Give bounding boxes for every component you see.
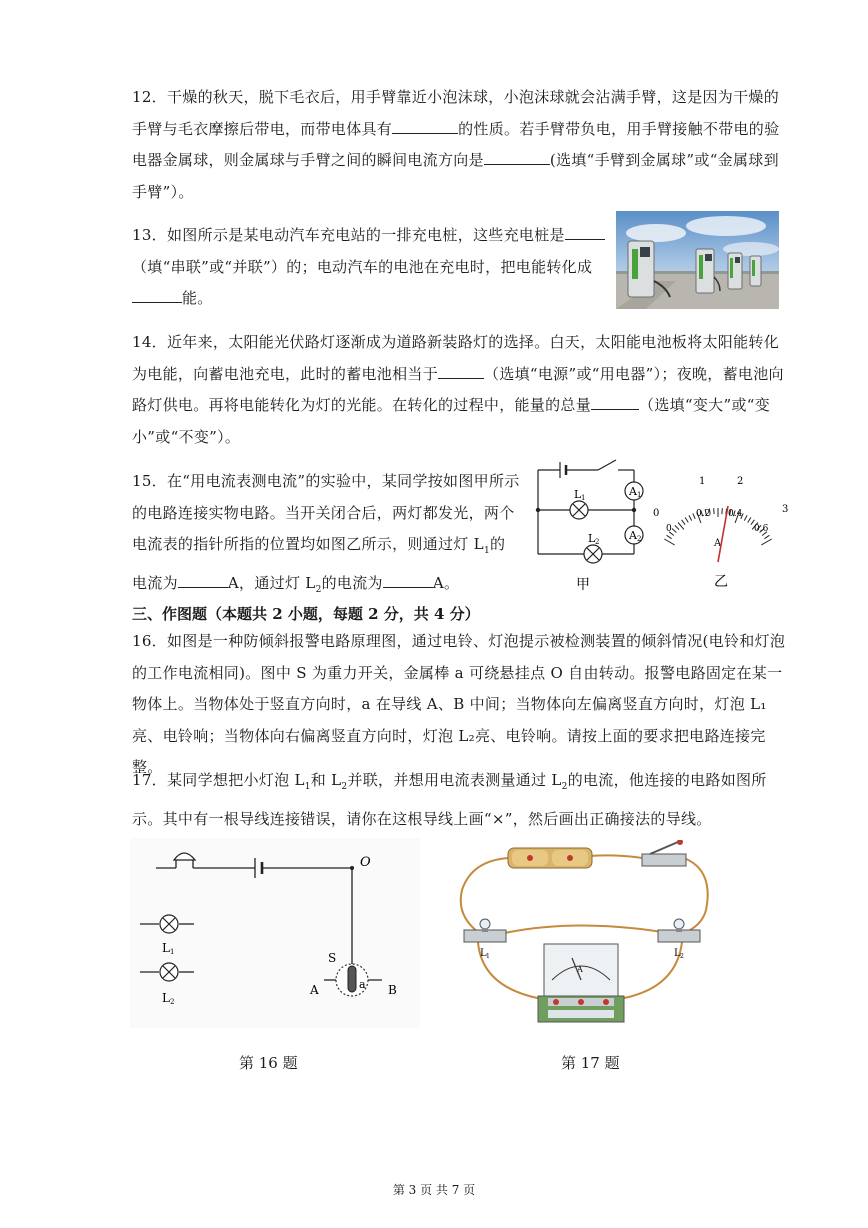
ammeter xyxy=(538,944,624,1022)
question-number: 12． xyxy=(132,88,167,106)
answer-blank[interactable] xyxy=(565,221,605,240)
circuit-diagram-jia xyxy=(530,456,650,594)
answer-blank[interactable] xyxy=(591,391,639,410)
figure-caption-jia: 甲 xyxy=(576,577,590,593)
dial-tick xyxy=(675,525,679,529)
svg-text:L: L xyxy=(674,948,681,959)
switch-label: S xyxy=(328,951,337,965)
charger-3 xyxy=(728,253,742,289)
question-14: 14．近年来，太阳能光伏路灯逐渐成为道路新装路灯的选择。白天，太阳能电池板将太阳能转化为电能，向蓄电池充电，此时的蓄电池相当于 （选填“电源”或“用电器”）；夜晚，蓄电池向路灯供电。再将电能转化为灯的光能。在转化的过程中，能量的总量 （选填“变大”或“变小”或“不变”）。 xyxy=(132,333,784,446)
svg-text:1: 1 xyxy=(486,953,490,960)
question-17: 17．某同学想把小灯泡 $L_1$和 $L_2$并联，并想用电流表测量通过 $L_2$的电流，他连接的电路如图所示。其中有一根导线连接错误，请你在这根导线上画“×”，然后画出正确接法的导线。 xyxy=(132,771,767,828)
answer-blank[interactable] xyxy=(178,569,228,588)
question-16: 16．如图是一种防倾斜报警电路原理图，通过电铃、灯泡提示被检测装置的倾斜情况(电铃和灯泡的工作电流相同)。图中 S 为重力开关，金属棒 a 可绕悬挂点 O 自由转动。报警电路固定在某一物体上。当物体处于竖直方向时，a 在导线 A、B 中间；当物体向左偏离竖直方向时，灯泡 L₁亮、电铃响；当物体向右偏离竖直方向时，灯泡 L₂亮、电铃响。请按上面的要求把电路连接完整。 xyxy=(132,632,786,776)
lamp-l1 xyxy=(570,488,588,519)
figure-17-caption: 第 17 题 xyxy=(561,1054,620,1072)
answer-blank[interactable] xyxy=(392,115,458,134)
page-footer: 第 3 页 共 7 页 xyxy=(392,1183,476,1197)
ammeter-a1 xyxy=(625,482,643,500)
dial-tick xyxy=(761,539,771,545)
svg-text:2: 2 xyxy=(595,538,600,546)
svg-text:1: 1 xyxy=(170,948,175,956)
charger-1 xyxy=(628,241,654,297)
answer-blank[interactable] xyxy=(484,146,550,165)
dial-tick xyxy=(667,535,672,538)
question-number: 14． xyxy=(132,333,167,351)
figure-17-physical-circuit xyxy=(452,840,722,1032)
section-title: 三、作图题（本题共 2 小题，每题 2 分，共 4 分） xyxy=(132,605,480,623)
dial-unit: A xyxy=(714,538,722,549)
inner-scale-0.6: 0.6 xyxy=(754,524,769,534)
svg-text:L: L xyxy=(162,991,170,1005)
battery-holder xyxy=(508,848,592,868)
svg-text:A: A xyxy=(629,485,637,498)
inner-scale-0: 0 xyxy=(666,524,672,534)
question-number: 16． xyxy=(132,632,167,650)
figure-16-caption: 第 16 题 xyxy=(239,1054,298,1072)
svg-text:L: L xyxy=(162,941,170,955)
dial-tick xyxy=(764,535,769,538)
lamp-l2 xyxy=(658,919,700,960)
answer-blank[interactable] xyxy=(383,569,433,588)
ammeter-a2 xyxy=(625,526,643,544)
svg-text:L: L xyxy=(588,532,596,545)
svg-text:A: A xyxy=(629,529,637,542)
knife-switch xyxy=(642,840,686,866)
question-13: 13．如图所示是某电动汽车充电站的一排充电桩，这些充电桩是（填“串联”或“并联”）的；电动汽车的电池在充电时，把电能转化成能。 xyxy=(132,220,610,315)
svg-text:L: L xyxy=(480,948,487,959)
question-number: 13． xyxy=(132,226,167,244)
dial-tick xyxy=(682,520,686,525)
svg-text:A: A xyxy=(577,965,583,974)
svg-text:2: 2 xyxy=(170,998,175,1006)
dial-tick xyxy=(689,515,692,520)
charger-4 xyxy=(750,256,761,286)
svg-text:1: 1 xyxy=(581,494,586,502)
question-number: 17． xyxy=(132,771,167,789)
svg-text:1: 1 xyxy=(637,491,642,499)
outer-scale-0: 0 xyxy=(653,508,660,519)
charger-2 xyxy=(696,249,714,293)
charging-station-photo xyxy=(616,211,779,309)
terminal-b: B xyxy=(388,983,397,997)
inner-scale-0.2: 0.2 xyxy=(696,509,711,519)
question-12: 12．干燥的秋天，脱下毛衣后，用手臂靠近小泡沫球，小泡沫球就会沾满手臂，这是因为干燥的手臂与毛衣摩擦后带电，而带电体具有 的性质。若手臂带负电，用手臂接触不带电的验电器金属球，则金属球与手臂之间的瞬间电流方向是 (选填“手臂到金属球”或“金属球到手臂”）。 xyxy=(132,88,780,201)
dial-pointer xyxy=(718,506,728,562)
dial-tick xyxy=(664,539,674,545)
outer-scale-1: 1 xyxy=(699,476,706,487)
dial-tick xyxy=(685,517,688,522)
answer-blank[interactable] xyxy=(438,360,484,379)
svg-text:2: 2 xyxy=(637,535,642,543)
figure-caption-yi: 乙 xyxy=(714,574,728,590)
svg-text:L: L xyxy=(574,488,582,501)
figure-16-tilt-alarm xyxy=(130,838,420,1028)
outer-scale-3: 3 xyxy=(782,504,789,515)
dial-tick xyxy=(744,515,747,520)
answer-blank[interactable] xyxy=(132,284,182,303)
lamp-l2 xyxy=(584,532,602,563)
dial-tick xyxy=(748,517,751,522)
svg-text:2: 2 xyxy=(680,953,684,960)
gravity-switch xyxy=(336,964,368,996)
dial-tick xyxy=(672,529,677,533)
svg-text:a: a xyxy=(359,978,366,991)
question-number: 15． xyxy=(132,472,167,490)
inner-scale-0.4: 0.4 xyxy=(728,509,743,519)
dial-tick xyxy=(693,513,695,518)
pivot-label: O xyxy=(360,855,371,870)
question-15: 15．在“用电流表测电流”的实验中，某同学按如图甲所示的电路连接实物电路。当开关闭合后，两灯都发光，两个电流表的指针所指的位置均如图乙所示，则通过灯 $L_1$的电流为 A，通过灯 $L_2$的电流为 A。 xyxy=(132,472,520,595)
dial-tick xyxy=(678,523,684,530)
outer-scale-2: 2 xyxy=(737,476,744,487)
ammeter-dial-yi xyxy=(646,470,796,590)
terminal-a: A xyxy=(310,983,319,997)
